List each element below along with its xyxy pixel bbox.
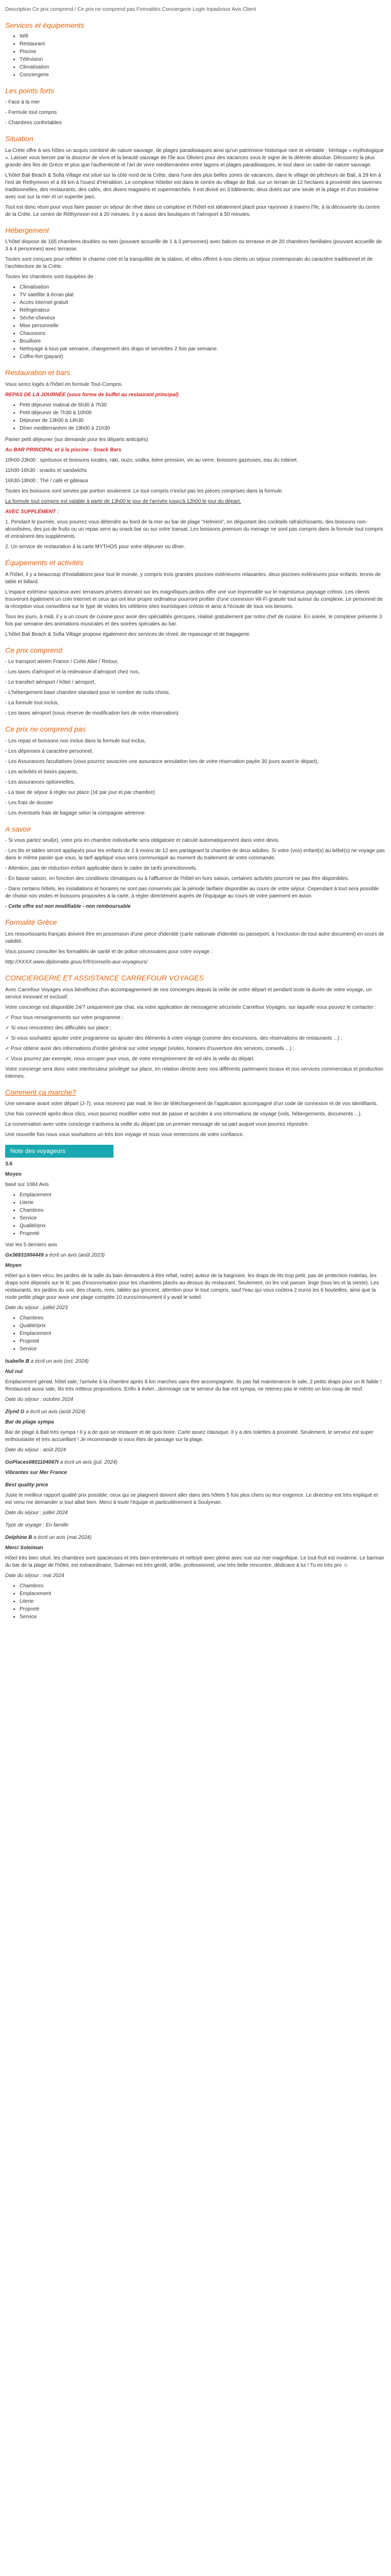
text-line: ✓ Si vous rencontrez des difficultés sur place ; [5,1025,112,1031]
text-line: - La formule tout inclus, [5,700,59,706]
section-title-prix-ne-comprend: Ce prix ne comprend pas [5,725,86,734]
section-title-services: Services et équipements [5,21,85,29]
paragraph: Une semaine avant votre départ (J-7), vous recevrez par mail, le lien de téléchargement de l'application accompagné d'un code de connexion et de vos identifiants. [5,1101,378,1107]
list-item: • Mise personnelle [20,323,386,330]
list-item: • Dîner mediterranéen de 19h00 à 21h30 [20,425,386,432]
review-item [5,1409,386,1454]
section-title-points-forts: Les points forts [5,86,54,95]
paragraph: L'hôtel Bali Beach & Sofia Village propose également des services de réveil, de repassage et de bagagerie. [5,631,251,637]
section-title-conciergerie: CONCIERGERIE ET ASSISTANCE CARREFOUR VOYAGES [5,973,204,982]
list-item: • Emplacement [20,1590,386,1598]
review-stay-date: Date du séjour : mai 2024 [5,1572,64,1579]
paragraph: Vous pouvez consulter les formalités de santé et de police nécessaires pour votre voyage : [5,948,213,955]
text-line: - L'hébergement base chambre standard pour le nombre de nuits choisi, [5,690,170,696]
review-item [5,1482,386,1517]
paragraph: Tous les jours, à midi, il y a un cours de cuisine pour avoir des spécialités grecques, réalisé gratuitement par notre chef de cuisine. En soirée, le complexe présente 3 fois par semaine des animations musicales et des soirées spéciales au bar. [5,614,382,627]
room-equipment-list [5,284,386,361]
review-title: Nul nul [5,1368,23,1375]
review-title: Moyen [5,1262,22,1268]
list-item: • Qualité/prix [20,1223,386,1230]
review-header [5,1409,386,1416]
text-line: - Face à la mer [5,99,40,106]
review-text: Hôtel très bien situé, les chambres sont spacieuses et très bien entretenues et nettoyé avec pleine avec vue sur mer magnifique. Le tout-fruit est moderne. Le barman du bar de la plage de l'hôtel, est extraordinaire, Suleman est très gentil, drôle, professionnel, une très belle rencontre, dédicace à lui ! Tu es très pro ☺ [5,1555,384,1568]
list-item: • Déjeuner de 13h00 à 14h30 [20,417,386,425]
paragraph: Toutes les boissons sont servies par portion seulement. Le tout compris n'inclut pas les pièces comprises dans la formule. [5,488,283,494]
list-item: • Service [20,1346,386,1353]
review-author: Zlynd G [5,1409,25,1415]
list-item: • Bouilloire [20,338,386,345]
review-author: GoPlaces0801104067t [5,1459,59,1465]
list-item: • Restaurant [20,41,386,48]
list-item: • Coffre-fort (payant) [20,353,386,361]
list-item: • Literie [20,1598,386,1605]
rating-score: 3.6 [5,1161,12,1167]
services-list [5,33,386,79]
review-date: a écrit un avis (oct. 2024) [30,1358,89,1364]
paragraph: Toutes sont conçues pour refléter le charme créé et la tranquillité de la station, et elles offrent à nos clients un séjour contemporain du caractère traditionnel et de l'architecture de la Crète. [5,257,373,270]
review-item [5,1252,386,1353]
list-item: • Petit déjeuner matinal de 6h30 à 7h30 [20,402,386,409]
review-header [5,1358,386,1365]
text-line: - La taxe de séjour à régler sur place (1€ par jour et par chambre) [5,789,155,795]
paragraph: La formule tout compris est valable à partir de 13h00 le jour de l'arrivée jusqu'à 12h00 le jour du départ. [5,498,241,504]
paragraph: L'espace extérieur spacieux avec terrasses privées donnant sur les magnifiques jardins offre une vue imprenable sur le majestueux paysage crétois. Les clients trouveront également un coin Internet et ceux qui ont leur propre ordinateur pourront profiter d'une connexion Wi-Fi gratuite tout autour du complexe. Le personnel de la réception vous conseillera sur le type de visites les célèbres sites touristiques crétois et ainsi à l'écoute de tous vos besoins. [5,589,383,609]
list-item: • Propreté [20,1230,386,1238]
review-author: Gx36831004449 [5,1252,44,1258]
review-stay-date: Date du séjour : octobre 2024 [5,1396,73,1402]
list-item: • Service [20,1215,386,1222]
text-line: - Le transport aérien France / Crète Aller / Retour, [5,659,119,665]
review-item [5,1358,386,1403]
list-item: • Emplacement [20,1330,386,1337]
list-item: • Petit déjeuner de 7h30 à 10h00 [20,410,386,417]
paragraph: 16h30-18h00 : Thé / café et gâteaux [5,478,89,484]
section-title-prix-comprend: Ce prix comprend [5,646,62,654]
bar-label: Au BAR PRINCIPAL et à la piscine - Snack Bars [5,447,122,453]
paragraph: 1. Pendant le journée, vous pourrez vous détendre au bord de la mer au bar de plage "Helmimi", en dégustant des cocktails rafraîchissants, des boissons non-alcoolisées, des jus de fruits ou un repas servi au snack bar ou sur votre transat. Les boissons premium du menage ne sont pas compris dans la formule tout compris et entraînent des suppléments. [5,519,383,539]
paragraph: Avec Carrefour Voyages vous bénéficiez d'un accompagnement de nos concierges depuis la veille de votre départ et pendant toute la durée de votre voyage, un service innovant et exclusif. [5,987,372,1000]
list-item: • Chambres [20,1315,386,1322]
section-title-equipements: Équipements et activités [5,558,84,567]
paragraph: L'hôtel Bali Beach & Sofia Village est situé sur la côte nord de la Crète, dans l'une des plus belles zones de vacances, dans le village de pêcheurs de Bali, à 29 km à l'est de Rethymnon et à 49 km à l'ouest d'Héraklion. Le complexe hôtelier est dans le centre du village de Bali, sur un terrain de 12 hectares à proximité des tavernes traditionnelles, des restaurants, des cafés, des divers magasins et supermarchés. Il est divisé en 3 bâtiments, deux dotés sur une seule et la plage et d'un troisième avec vue sur la mer et un superbe parc. [5,172,382,200]
paragraph: La Crète offre à ses hôtes un acquis combiné de nature sauvage, de plages paradisiaques ainsi qu'un patrimoine historique rare et véritable ; héritage « mythologique ». Laisser vous bercer par la douceur de vivre et la beauté sauvage de l'île aux Oliviers pour des vacances sous le signe de la détente absolue. Découvrez la plus grande des îles de Grèce et plus que l'authenticité et l'art de vivre méditerranéen entre lagons et plages paradisiaques, le tout dans un cadre de nature sauvage. [5,147,384,168]
paragraph: 11h00-16h30 : snacks et sandwichs [5,467,87,473]
list-item: • Télévision [20,56,386,63]
paragraph: Panier petit déjeuner (sur demande pour les départs anticipés) [5,436,148,443]
last-reviews-link[interactable]: Voir les 5 derniers avis [5,1242,57,1248]
paragraph: Tout est donc réuni pour vous faire passer un séjour de rêve dans ce complexe et l'hôtel est idéalement placé pour rayonner à travers l'île, à la découverte du centre de la Crète. Le centre de Réthymnon est à 20 minutes. Il y a aussi des boutiques et l'aéroport à 50 minutes. [5,204,380,217]
review-header [5,1252,386,1259]
text-line: - Les Assurances facultatives (vous pourrez souscrire une assurance annulation lors de votre réservation payée 30 jours avant le départ), [5,758,319,765]
offer-note: - Cette offre est non modifiable - non remboursable [5,904,131,910]
review-author: Isabelle B [5,1358,29,1364]
rating-categories [5,1192,386,1238]
review-categories [5,1583,386,1621]
paragraph: Votre concierge sera donc votre interlocuteur privilégié sur place, en relation directe avec nos différents partenaires locaux et nos services commerciaux et production internes. [5,1066,383,1079]
section-title-situation: Situation [5,134,34,143]
list-item: • Chaussons [20,330,386,337]
repas-label: REPAS DE LA JOURNÉE (sous forme de buffet au restaurant principal) [5,392,178,398]
review-item [5,1459,386,1477]
text-line: - Les dépenses à caractère personnel, [5,748,93,754]
text-line: - Le transfert aéroport / hôtel / aéroport, [5,680,96,686]
text-line: - Si vous partez seul(e), votre prix en chambre individuelle sera obligatoire et calculé automatiquement dans votre devis. [5,838,280,844]
rating-label: Moyen [5,1171,22,1177]
text-line: - Les lits et tables seront appliqués pour les enfants de 2 à moins de 12 ans partageant la chambre de deux adultes. Si votre (vos) enfant(s) au bébé(s) ne voyage pas dans le même panier que vous, la tarif appliqué vous sera communiqué au moment du traitement de votre commande. [5,848,385,861]
text-line: - Les activités et loisirs payants, [5,769,78,775]
review-item [5,1522,386,1529]
review-date: a écrit un avis (juil. 2024) [60,1459,118,1465]
review-title: Best quality price [5,1482,48,1488]
text-line: - Les repas et boissons non inclus dans la formule tout inclus, [5,738,146,744]
list-item: • Sèche-cheveux [20,315,386,322]
section-title-restauration: Restauration et bars [5,368,71,377]
review-stay-date: Date du séjour : juillet 2023 [5,1304,68,1311]
list-item: • Literie [20,1199,386,1207]
review-title: Vibrantes sur Mer France [5,1469,67,1476]
text-line: - Attention, pas de réduction enfant applicable dans le cadre de tarifs promotionnels. [5,866,198,872]
list-item: • Propreté [20,1338,386,1345]
tabs-line: Description Ce prix comprend / Ce prix ne comprend pas Formalités Conciergerie Login tripadvisor Avis Client [5,7,256,12]
review-header [5,1459,386,1466]
list-item: • Conciergerie [20,72,386,79]
list-item: • Qualité/prix [20,1323,386,1330]
text-line: - Les assurances optionnelles, [5,779,75,785]
text-line: - Les taxes aéroport (sous réserve de modification lors de votre réservation) [5,710,178,717]
paragraph: L'hôtel dispose de 165 chambres doubles ou twin (pouvant accueillir de 1 à 3 personnes) avec balcon ou terrasse et de 20 chambres familiales (pouvant accueillir de 3 à 4 personnes) avec terrasse. [5,239,382,252]
list-item: • TV satellite à écran plat [20,292,386,299]
list-item: • Service [20,1614,386,1621]
diplomatie-link[interactable]: http://XXXX.www.diplomatie.gouv.fr/fr/conseils-aux-voyageurs/ [5,959,148,965]
list-item: • Climatisation [20,64,386,71]
review-text: Hôtel qui a bien vécu, les jardins de la salle du bain demandent à être refait, notre) auteur de la baignoire, les draps de lits trop petit, pas de protection matelas, les draps sont déposés sur le lit, pas d'insonorisation pour les chambres placés au-dessus du restaurant. Seulement, on les voit passer, linge (tous les et la sieste). Les restaurants, les jardins du soir, des chants, rires, tables qui grincent, attention pour le tout compris, sauf l'eau qui vous coûtera 2 euros les 6 bouteilles, ainsi que la route petite plage pour avoir une plage comptée 10 euros/monument il y avait le soleil. [5,1273,379,1300]
review-text: Juste le meilleur rapport qualité prix possible, ceux qui se plaignent doivent aller dans des hôtels 5 fois plus chers ou leur exigence. Le directeur est très impliqué et est venu me demander si tout allait bien. Merci à toute l'équipe et particulièrement à Soulyman. [5,1492,378,1505]
review-stay-date: Date du séjour : août 2024 [5,1447,66,1453]
paragraph: Votre concierge est disponible 24/7 uniquement par chat, via votre application de messagerie sécurisée Carrefour Voyages, sur laquelle vous pouvez le contacter : [5,1004,377,1010]
review-title: Merci Soleiman [5,1545,43,1551]
review-date: a écrit un avis (août 2023) [45,1252,105,1258]
text-line: - Les taxes d'aéroport et la redevance d'aéroport chez nos, [5,669,140,675]
review-date: a écrit un avis (août 2024) [26,1409,86,1415]
text-line: - Les éventuels frais de bagage selon la compagnie aérienne. [5,810,146,816]
text-line: - Dans certains hôtels, les installations et horaires ne sont pas conservés par la période tarifaire disponible au cours de votre séjour. Cependant à tout sera possible de choisir nos visites et boissons proposées à la carte, à régler directement auprès de l'équipage au cours de votre paiement en avion. [5,886,379,900]
review-title: Bar de plage sympa [5,1419,54,1425]
review-text: Bar de plage à Bali très sympa ! Il y a de quoi se restaurer et de quoi boire. Carte assez classique. Il y a des toilettes à proximité. Seulement, le serveur est super enthousiaste et très accueillant ! Je recommande si vous êtes de passage sur la plage. [5,1429,373,1443]
list-item: • Chambres [20,1207,386,1214]
list-item: • Nettoyage à tous par semaine, changement des draps et serviettes 2 fois par semaine. [20,346,386,353]
avec-supplement-label: AVEC SUPPLÉMENT : [5,509,59,515]
paragraph: La conversation avec votre concierge s'activera la veille du départ par un premier message de sa part auquel vous pourrez répondre. [5,1122,309,1128]
list-item: • Emplacement [20,1192,386,1199]
text-line: - En basse saison, en fonction des conditions climatiques ou à l'affluence de l'hôtel en hors saison, certaines activités pourront ne pas être disponibles. [5,876,349,882]
text-line: ✓ Pour tous renseignements sur votre programme ; [5,1014,124,1021]
text-line: ✓ Pour obtenir avoir des informations d'ordre général sur votre voyage (visites, horaires d'ouverture des services, conseils ...) ; [5,1045,295,1052]
review-text: Emplacement génial, hôtel sale, l'arrivée à la chambre après 8 km marches sans être accompagnée. Ils pas fait maintenance le sale, 2 petits draps pour un lit faible ! Restaurant aussi sale, lits très mitteux propositions. Enfin à éviter...dommage car le serveur du bar est sympa, ne retenez-pas le ménto un bon coup de neuf. [5,1379,382,1392]
paragraph: Vous serez logés à l'hôtel en formule Tout-Compris. [5,381,123,387]
list-item: • Propreté [20,1606,386,1613]
paragraph: Les ressortissants français doivent être en possession d'une pièce d'identité (carte nationale d'identité ou passeport, à l'exclusion de tout autre document) en cours de validité. [5,931,384,944]
section-title-a-savoir: A savoir [5,824,31,833]
paragraph: Une fois connecté après deux clics, vous pourrez modifier votre mot de passe et accéder à vos informations de voyage (vols, hébergements, documents ...). [5,1111,362,1117]
text-line: - Formule tout compris [5,110,57,116]
text-line: ✓ Si vous souhaitez ajouter votre programme ou ajouter des éléments à votre voyage (comme des excursions, des réservations de restaurants ...) ; [5,1035,343,1041]
review-stay-date: Date du séjour : juillet 2024 [5,1510,68,1516]
text-line: - Chambres confortables [5,120,62,126]
list-item: • Climatisation [20,284,386,291]
list-item: • Réfrigérateur [20,307,386,314]
paragraph: 10h00-23h00 : spiritueux et boissons locales, raki, ouzo, vodka, bière pression, vin au verre, boissons gazeuses, eau du robinet. [5,457,298,463]
review-trip-type: Type de voyage : En famille [5,1522,69,1528]
list-item: • Wifi [20,33,386,40]
section-title-hebergement: Hébergement [5,226,49,234]
review-item [5,1534,386,1621]
list-item: • Accès internet gratuit [20,299,386,307]
review-author: Delphine B [5,1534,32,1540]
notes-header-bar: Note des voyageurs [5,1145,113,1158]
paragraph: Une nouvelle fois nous vous souhaitons un très bon voyage et nous vous remercions de votre confiance. [5,1132,245,1138]
rating-count: basé sur 1084 Avis [5,1181,49,1188]
review-date: a écrit un avis (mai 2024) [34,1534,92,1540]
review-categories [5,1315,386,1353]
review-header [5,1534,386,1541]
list-item: • Piscine [20,48,386,56]
section-title-comment: Comment ça marche? [5,1088,76,1096]
paragraph: A l'hôtel, il y a beaucoup d'installations pour tout le monde, y compris trois grandes piscines extérieures relaxantes, deux piscines extérieures pour enfants, tennis de table et billard. [5,571,381,585]
list-item: • Chambres [20,1583,386,1590]
text-line: ✓ Vous pourrez par exemple, nous occuper pour vous, de votre enregistrement de vol dès la veille du départ. [5,1056,255,1062]
section-title-formalite: Formalité Grèce [5,918,57,927]
repas-list [5,402,386,432]
text-line: - Les frais de dossier [5,800,53,806]
paragraph: Toutes les chambres sont équipées de : [5,274,96,280]
paragraph: 2. Un service de restauration à la carte MYTHOS pour votre déjeuner ou dîner. [5,544,185,550]
